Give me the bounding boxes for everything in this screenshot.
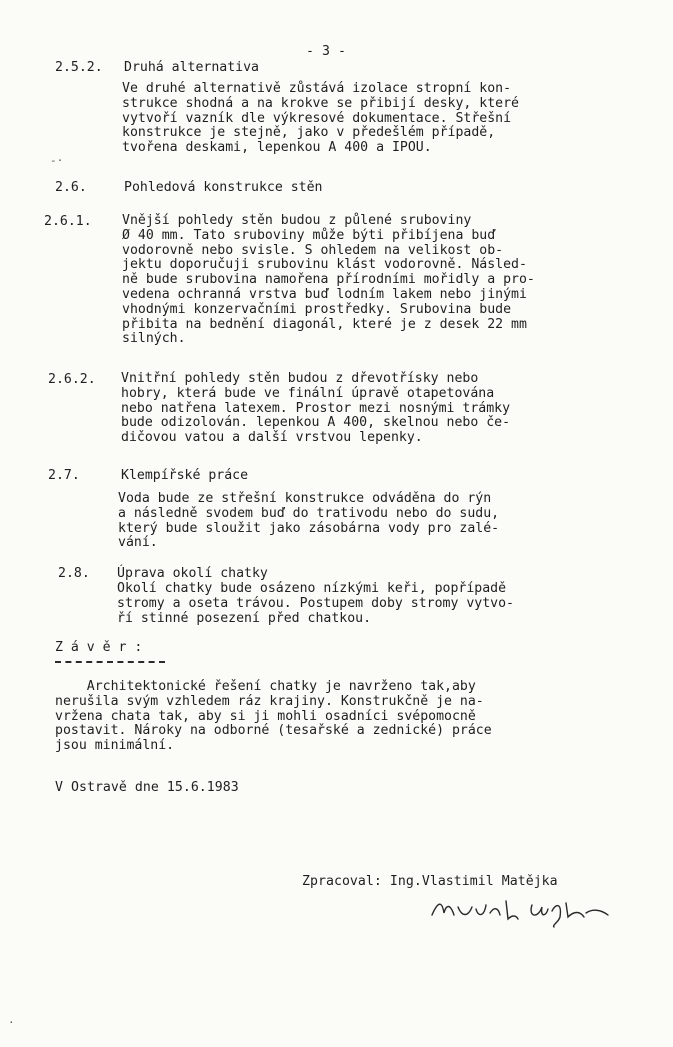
text-line: vhodnými konzervačními prostředky. Srubovina bude [122,301,512,317]
page-number: - 3 - [306,44,346,59]
text-line: Okolí chatky bude osázeno nízkými keři, popřípadě [117,581,507,596]
text-line: silných. [122,331,186,347]
text-line: jsou minimální. [55,738,175,754]
text-line: konstrukce je stejně, jako v předešlém případě, [122,125,496,141]
text-line: strukce shodná a na krokve se přibijí desky, které [122,95,519,111]
text-line: který bude sloužit jako zásobárna vody pro zalé- [118,520,500,536]
margin-mark: -· [50,154,64,167]
text-line: nebo natřena latexem. Prostor mezi nosnými trámky [121,400,511,416]
text-line: a následně svodem buď do trativodu nebo do sudu, [118,505,500,521]
text-line: Architektonické řešení chatky je navrženo tak,aby [55,679,476,694]
section-title: Druhá alternativa [124,60,259,75]
text-line: jektu doporučuji srubovinu klást vodorovně. Násled- [122,257,527,273]
section-body [122,82,519,156]
text-line: Vnitřní pohledy stěn budou z dřevotřísky nebo [121,371,479,386]
prepared-by: Zpracoval: Ing.Vlastimil Matějka [302,874,558,889]
section-body [117,582,514,626]
section-title: Úprava okolí chatky [117,566,268,581]
text-line: vedena ochranná vrstva buď lodním lakem nebo jinými [122,286,527,302]
text-line: tvořena deskami, lepenkou A 400 a IPOU. [122,140,432,156]
conclusion-heading: Z á v ě r : [55,640,143,655]
section-body [122,214,535,347]
text-line: Voda bude ze střešní konstrukce odváděna do rýn [118,491,492,506]
section-body [121,372,510,446]
section-number: 2.5.2. [55,60,103,75]
margin-mark: · [8,1016,15,1029]
text-line: nerušila svým vzhledem ráz krajiny. Konstrukčně je na- [55,693,484,709]
conclusion-body [55,680,492,754]
section-number: 2.8. [58,566,90,581]
text-line: vodorovně nebo svisle. S ohledem na velikost ob- [122,242,504,258]
section-title: Pohledová konstrukce stěn [124,180,323,195]
text-line: dičovou vatou a další vrstvou lepenky. [121,430,423,446]
section-body [118,492,499,551]
text-line: hobry, která bude ve finální úpravě otapetována [121,385,495,401]
section-number: 2.7. [48,468,80,483]
text-line: stromy a oseta trávou. Postupem doby stromy vytvo- [117,595,514,611]
text-line: vytvoří vazník dle výkresové dokumentace. Střešní [122,110,512,126]
section-number: 2.6. [55,180,87,195]
place-date: V Ostravě dne 15.6.1983 [55,780,239,795]
section-number: 2.6.2. [48,372,96,387]
text-line: ně bude srubovina namořena přírodními mořidly a pro- [122,272,535,288]
signature [428,893,618,929]
text-line: vržena chata tak, aby si ji mohli osadníci svépomocně [55,708,476,724]
section-number: 2.6.1. [44,214,92,229]
text-line: bude odizolován. lepenkou A 400, skelnou nebo če- [121,415,511,431]
text-line: Ve druhé alternativě zůstává izolace stropní kon- [122,81,512,96]
text-line: Vnější pohledy stěn budou z půlené sruboviny [122,213,472,228]
text-line: Ø 40 mm. Tato sruboviny může býti přibíjena buď [122,227,496,243]
text-line: přibita na bednění diagonál, které je z desek 22 mm [122,316,527,332]
section-title: Klempířské práce [121,468,249,483]
text-line: postavit. Nároky na odborné (tesařské a zednické) práce [55,723,492,739]
text-line: vání. [118,535,158,551]
text-line: ří stinné posezení před chatkou. [117,610,372,626]
heading-underline [55,661,165,663]
